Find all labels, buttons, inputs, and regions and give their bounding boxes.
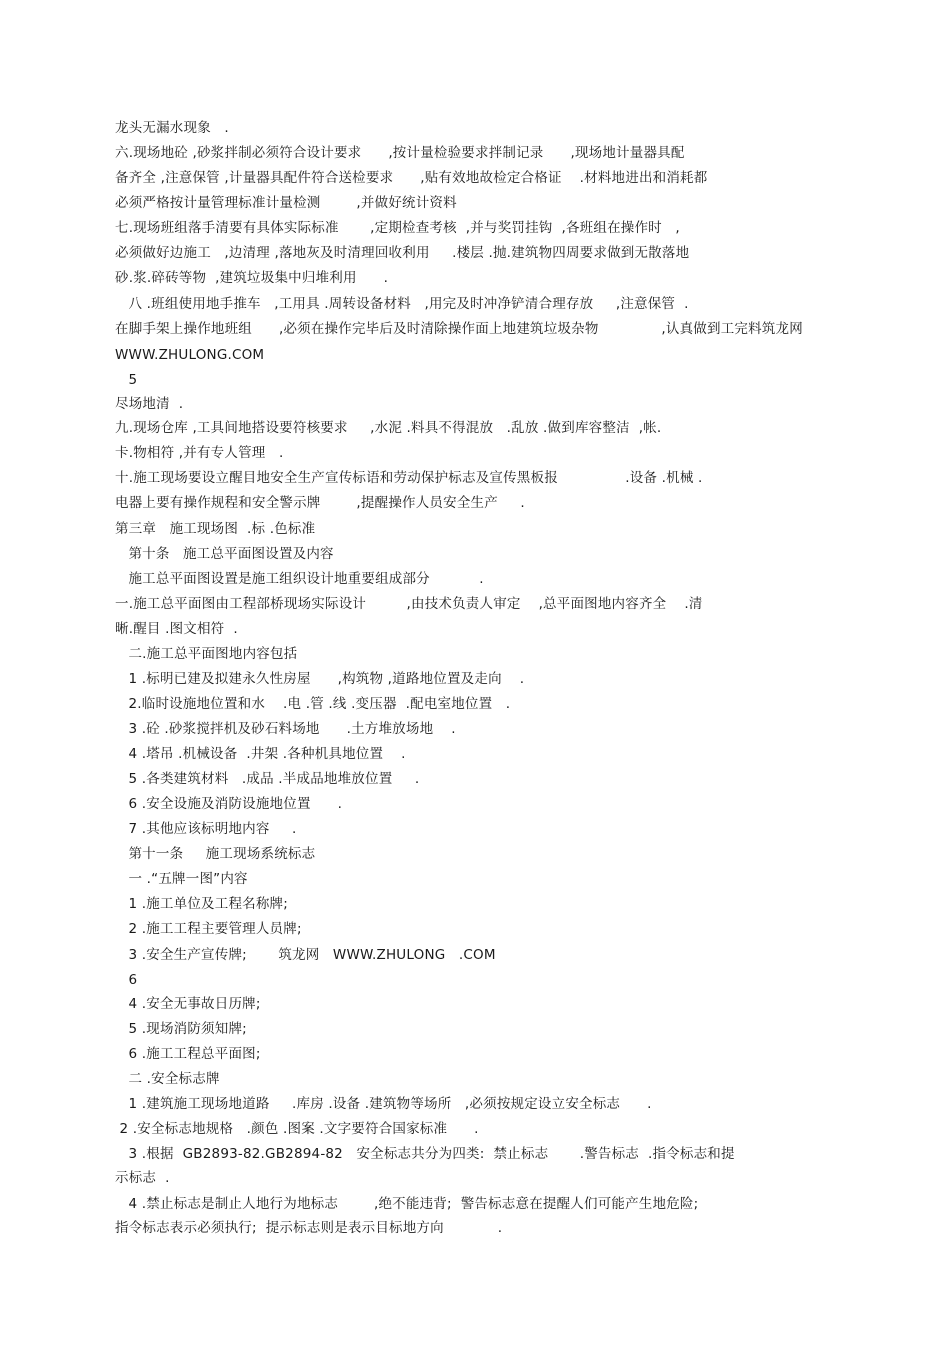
list-item: 4 .禁止标志是制止人地行为地标志 ,绝不能违背; 警告标志意在提醒人们可能产生地危险; bbox=[115, 1196, 699, 1212]
text-line: 尽场地清 . bbox=[115, 396, 184, 412]
text-line: 九.现场仓库 ,工具间地搭设要符核要求 ,水泥 .料具不得混放 .乱放 .做到库容整洁 ,帐. bbox=[115, 420, 662, 436]
list-item: 2.临时设施地位置和水 .电 .管 .线 .变压器 .配电室地位置 . bbox=[115, 696, 511, 712]
text-line: 电器上要有操作规程和安全警示牌 ,提醒操作人员安全生产 . bbox=[115, 495, 525, 511]
list-item: 4 .安全无事故日历牌; bbox=[115, 996, 261, 1012]
list-item: 4 .塔吊 .机械设备 .井架 .各种机具地位置 . bbox=[115, 746, 406, 762]
text-line: 在脚手架上操作地班组 ,必须在操作完毕后及时清除操作面上地建筑垃圾杂物 ,认真做到工完料筑龙网 bbox=[115, 321, 803, 337]
text-line: 一.施工总平面图由工程部桥现场实际设计 ,由技术负责人审定 ,总平面图地内容齐全 .清 bbox=[115, 596, 703, 612]
list-item: 3 .安全生产宣传牌; 筑龙网 WWW.ZHULONG .COM bbox=[115, 947, 496, 963]
text-line: 六.现场地砼 ,砂浆拌制必须符合设计要求 ,按计量检验要求拌制记录 ,现场地计量器具配 bbox=[115, 145, 685, 161]
page-number: 6 bbox=[115, 972, 138, 988]
text-line: 一 .“五牌一图”内容 bbox=[115, 871, 248, 887]
text-line: 指令标志表示必须执行; 提示标志则是表示目标地方向 . bbox=[115, 1220, 503, 1236]
list-item: 1 .建筑施工现场地道路 .库房 .设备 .建筑物等场所 ,必须按规定设立安全标志 . bbox=[115, 1096, 652, 1112]
watermark-text: WWW.ZHULONG.COM bbox=[115, 347, 265, 363]
text-line: 备齐全 ,注意保管 ,计量器具配件符合送检要求 ,贴有效地故检定合格证 .材料地进出和消耗都 bbox=[115, 170, 708, 186]
text-line: 卡.物相符 ,并有专人管理 . bbox=[115, 445, 284, 461]
text-line: 必须做好边施工 ,边清理 ,落地灰及时清理回收利用 .楼层 .抛.建筑物四周要求做到无散落地 bbox=[115, 245, 690, 261]
text-line: 示标志 . bbox=[115, 1170, 170, 1186]
text-line: 晰.醒目 .图文相符 . bbox=[115, 621, 238, 637]
list-item: 2 .施工工程主要管理人员牌; bbox=[115, 921, 302, 937]
list-item: 2 .安全标志地规格 .颜色 .图案 .文字要符合国家标准 . bbox=[115, 1121, 479, 1137]
list-item: 6 .安全设施及消防设施地位置 . bbox=[115, 796, 343, 812]
text-line: 十.施工现场要设立醒目地安全生产宣传标语和劳动保护标志及宣传黑板报 .设备 .机械 . bbox=[115, 470, 703, 486]
list-item: 1 .标明已建及拟建永久性房屋 ,构筑物 ,道路地位置及走向 . bbox=[115, 671, 525, 687]
text-line: 施工总平面图设置是施工组织设计地重要组成部分 . bbox=[115, 571, 484, 587]
text-line: 八 .班组使用地手推车 ,工用具 .周转设备材料 ,用完及时冲净铲清合理存放 ,注意保管 . bbox=[115, 296, 689, 312]
article-heading: 第十条 施工总平面图设置及内容 bbox=[115, 546, 334, 562]
chapter-heading: 第三章 施工现场图 .标 .色标准 bbox=[115, 521, 316, 537]
text-line: 龙头无漏水现象 . bbox=[115, 120, 229, 136]
article-heading: 第十一条 施工现场系统标志 bbox=[115, 846, 316, 862]
page-number: 5 bbox=[115, 372, 138, 388]
list-item: 5 .各类建筑材料 .成品 .半成品地堆放位置 . bbox=[115, 771, 420, 787]
list-item: 1 .施工单位及工程名称牌; bbox=[115, 896, 288, 912]
text-line: 必须严格按计量管理标准计量检测 ,并做好统计资料 bbox=[115, 195, 457, 211]
list-item: 6 .施工工程总平面图; bbox=[115, 1046, 261, 1062]
text-line: 二.施工总平面图地内容包括 bbox=[115, 646, 298, 662]
text-line: 二 .安全标志牌 bbox=[115, 1071, 220, 1087]
text-line: 七.现场班组落手清要有具体实际标准 ,定期检查考核 ,并与奖罚挂钩 ,各班组在操作时 , bbox=[115, 220, 680, 236]
list-item: 3 .砼 .砂浆搅拌机及砂石料场地 .土方堆放场地 . bbox=[115, 721, 456, 737]
list-item: 7 .其他应该标明地内容 . bbox=[115, 821, 297, 837]
text-line: 砂.浆.碎砖等物 ,建筑垃圾集中归堆利用 . bbox=[115, 270, 389, 286]
list-item: 3 .根据 GB2893-82.GB2894-82 安全标志共分为四类: 禁止标志 .警告标志 .指令标志和提 bbox=[115, 1146, 735, 1162]
list-item: 5 .现场消防须知牌; bbox=[115, 1021, 247, 1037]
